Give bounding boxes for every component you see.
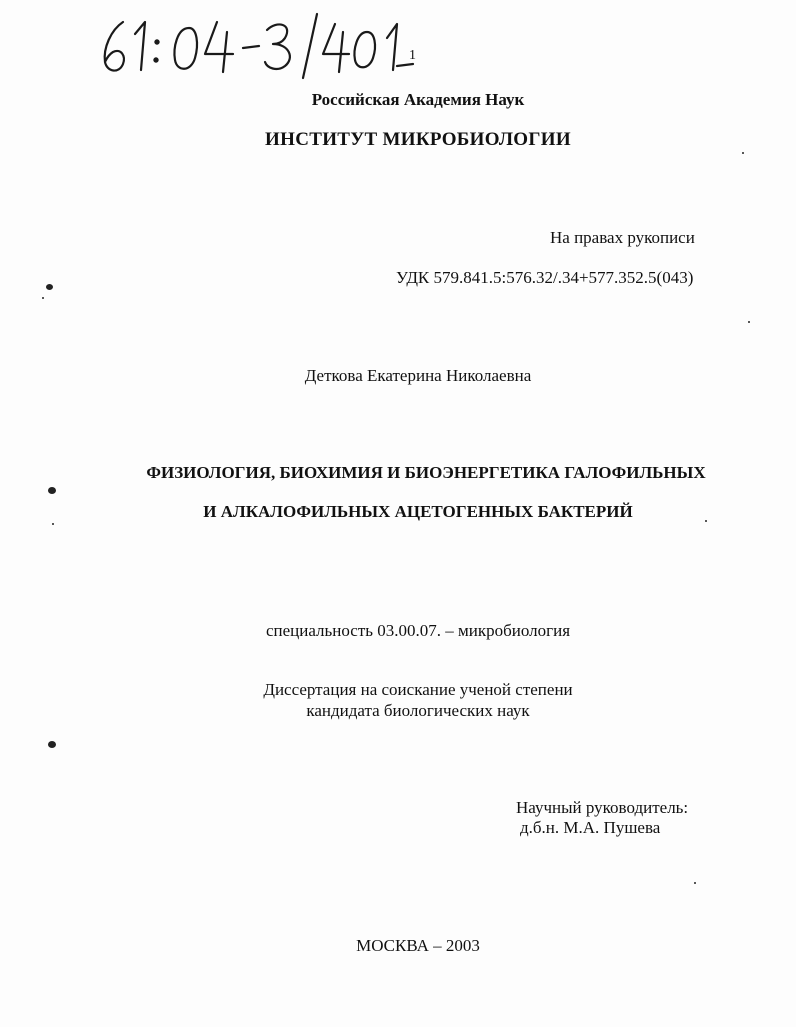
institute-name: ИНСТИТУТ МИКРОБИОЛОГИИ xyxy=(265,129,571,150)
scan-speck xyxy=(742,152,744,154)
thesis-title-line-2: И АЛКАЛОФИЛЬНЫХ АЦЕТОГЕННЫХ БАКТЕРИЙ xyxy=(203,502,633,521)
scan-speck xyxy=(748,321,750,323)
thesis-title-line-1: ФИЗИОЛОГИЯ, БИОХИМИЯ И БИОЭНЕРГЕТИКА ГАЛОФИЛЬНЫХ xyxy=(146,463,706,482)
handwritten-archive-number xyxy=(95,8,425,80)
city-and-year: МОСКВА – 2003 xyxy=(356,936,480,955)
author-name: Деткова Екатерина Николаевна xyxy=(304,366,532,385)
scan-mark xyxy=(48,741,56,748)
scan-mark xyxy=(48,487,56,494)
scan-speck xyxy=(42,297,44,299)
udk-code: УДК 579.841.5:576.32/.34+577.352.5(043) xyxy=(396,268,694,287)
supervisor-label: Научный руководитель: xyxy=(516,798,689,817)
dissertation-degree-line-1: Диссертация на соискание ученой степени xyxy=(263,680,573,699)
manuscript-rights-note: На правах рукописи xyxy=(550,228,695,247)
specialty-line: специальность 03.00.07. – микробиология xyxy=(265,621,571,640)
scan-mark xyxy=(46,284,53,290)
scan-speck xyxy=(694,882,696,884)
organization-name: Российская Академия Наук xyxy=(311,90,525,109)
supervisor-name: д.б.н. М.А. Пушева xyxy=(520,818,661,837)
scan-speck xyxy=(705,520,707,522)
dissertation-degree-line-2: кандидата биологических наук xyxy=(306,701,530,720)
scan-speck xyxy=(52,523,54,525)
page-number: 1 xyxy=(409,48,416,63)
